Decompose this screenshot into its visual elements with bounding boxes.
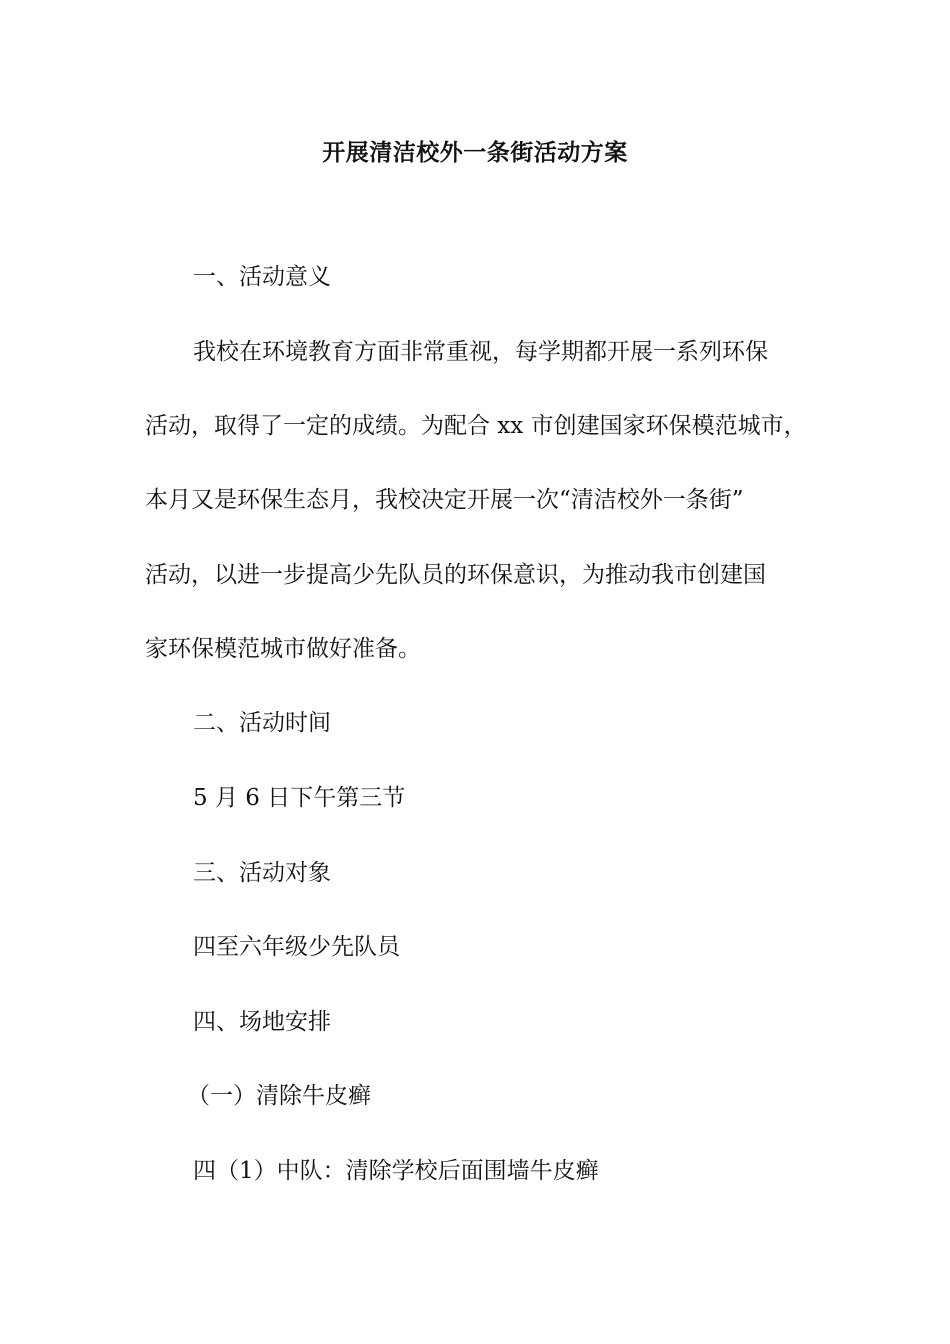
paragraph-line: 活动，以进一步提高少先队员的环保意识，为推动我市创建国 [145,562,766,588]
paragraph-line: 家环保模范城市做好准备。 [145,636,421,662]
section-heading-venue: 四、场地安排 [193,1009,331,1035]
document-title: 开展清洁校外一条街活动方案 [322,139,628,166]
section-heading-significance: 一、活动意义 [193,264,331,290]
paragraph-line: 活动，取得了一定的成绩。为配合 xx 市创建国家环保模范城市， [145,413,807,439]
paragraph-line: 我校在环境教育方面非常重视，每学期都开展一系列环保 [193,339,768,365]
participants-text: 四至六年级少先队员 [193,934,400,960]
section-heading-time: 二、活动时间 [193,710,331,736]
section-heading-participants: 三、活动对象 [193,860,331,886]
subsection-heading: （一）清除牛皮癣 [187,1083,371,1109]
activity-time-text: 5 月 6 日下午第三节 [193,785,406,811]
paragraph-line: 本月又是环保生态月，我校决定开展一次“清洁校外一条街” [145,487,744,513]
assignment-line: 四（1）中队：清除学校后面围墙牛皮癣 [193,1158,599,1184]
